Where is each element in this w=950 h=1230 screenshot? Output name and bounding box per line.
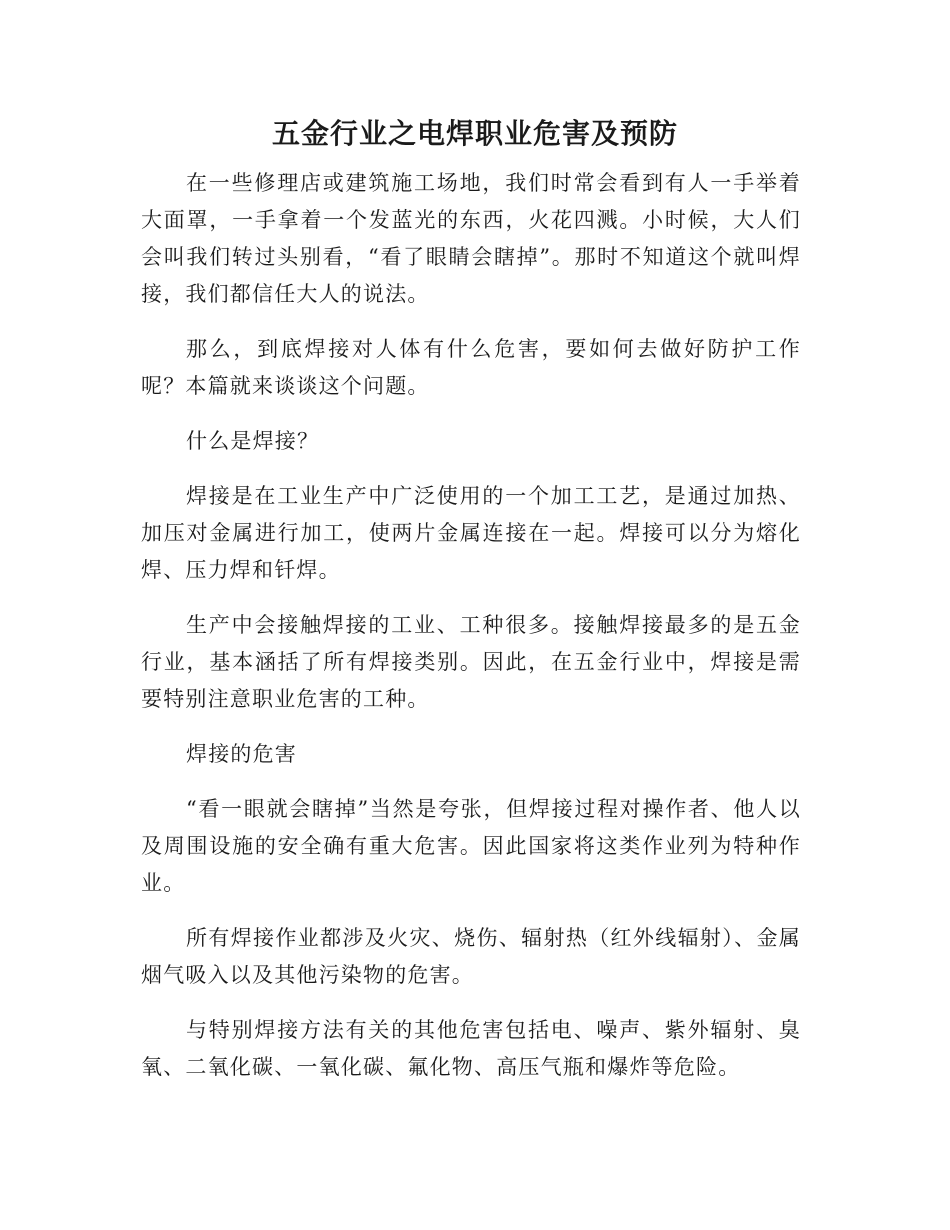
paragraph-definition: 焊接是在工业生产中广泛使用的一个加工工艺，是通过加热、加压对金属进行加工，使两片金属连接在一起。焊接可以分为熔化焊、压力焊和钎焊。 <box>141 484 801 582</box>
document-body <box>141 165 801 1104</box>
paragraph-special-hazards: 与特别焊接方法有关的其他危害包括电、噪声、紫外辐射、臭氧、二氧化碳、一氧化碳、氟化物、高压气瓶和爆炸等危险。 <box>141 1018 801 1079</box>
paragraph-question: 那么，到底焊接对人体有什么危害，要如何去做好防护工作呢？本篇就来谈谈这个问题。 <box>141 337 801 398</box>
paragraph-intro: 在一些修理店或建筑施工场地，我们时常会看到有人一手举着大面罩，一手拿着一个发蓝光的东西，火花四溅。小时候，大人们会叫我们转过头别看，“看了眼睛会瞎掉”。那时不知道这个就叫焊接，我们都信任大人的说法。 <box>141 171 801 306</box>
paragraph-industry: 生产中会接触焊接的工业、工种很多。接触焊接最多的是五金行业，基本涵括了所有焊接类别。因此，在五金行业中，焊接是需要特别注意职业危害的工种。 <box>141 613 801 711</box>
paragraph-common-hazards: 所有焊接作业都涉及火灾、烧伤、辐射热（红外线辐射）、金属烟气吸入以及其他污染物的危害。 <box>141 926 801 987</box>
document-title: 五金行业之电焊职业危害及预防 <box>271 117 678 150</box>
section-heading-what-is-welding: 什么是焊接？ <box>186 429 320 453</box>
paragraph-exaggeration: “看一眼就会瞎掉”当然是夸张，但焊接过程对操作者、他人以及周围设施的安全确有重大危害。因此国家将这类作业列为特种作业。 <box>141 797 801 895</box>
section-heading-hazards: 焊接的危害 <box>186 742 297 766</box>
